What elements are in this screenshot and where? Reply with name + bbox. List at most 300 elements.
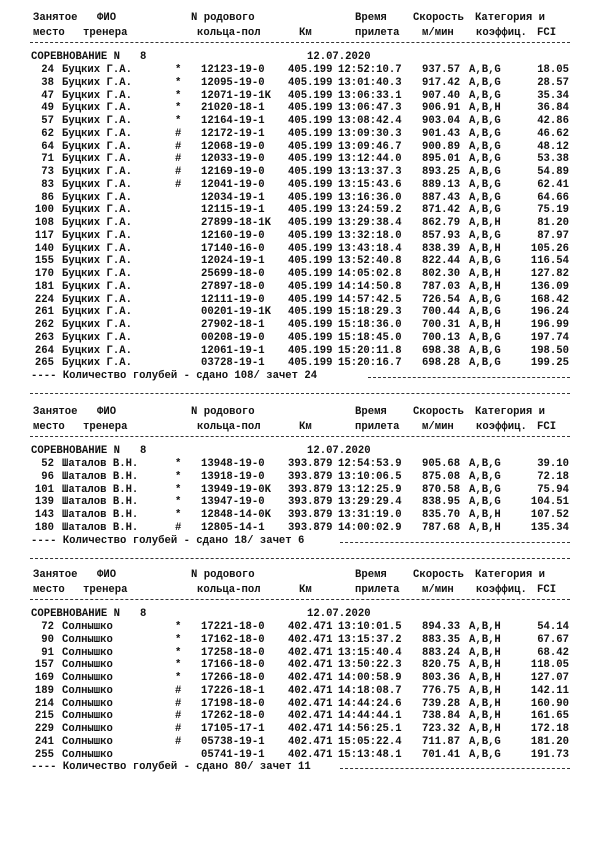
block-separator [30, 558, 570, 559]
trainer-name: Солнышко [62, 621, 113, 633]
arrival-time: 13:10:01.5 [338, 621, 402, 633]
speed-value: 901.43 [422, 127, 461, 140]
speed-value: 787.03 [422, 280, 461, 293]
place-number: 214 [34, 697, 54, 710]
speed-value: 698.28 [422, 357, 461, 370]
trainer-name: Солнышко [62, 633, 113, 646]
trainer-name: Шаталов В.Н. [62, 509, 139, 521]
place-number: 100 [34, 204, 54, 217]
trainer-name: Буцких Г.А. [62, 115, 132, 127]
place-number: 261 [34, 306, 54, 319]
place-number: 62 [41, 127, 54, 140]
category: A,B,H [469, 217, 501, 229]
ring-number: 17258-18-0 [201, 646, 265, 659]
column-header: FCI [537, 27, 557, 39]
trainer-name: Солнышко [62, 748, 113, 761]
distance-km: 405.199 [288, 280, 333, 293]
place-number: 265 [34, 357, 54, 370]
arrival-time: 13:08:42.4 [338, 115, 402, 127]
place-number: 139 [34, 496, 54, 509]
competition-number: 8 [140, 51, 147, 63]
category: A,B,H [469, 672, 501, 684]
distance-km: 405.199 [288, 115, 333, 127]
speed-value: 905.68 [422, 458, 461, 470]
category: A,B,G [469, 204, 501, 217]
speed-value: 894.33 [422, 621, 461, 633]
column-header: место [33, 27, 65, 39]
ring-number: 00201-19-1K [201, 306, 271, 319]
column-header: Время [355, 569, 387, 581]
ring-number: 17140-16-0 [201, 242, 265, 255]
arrival-time: 13:31:19.0 [338, 509, 402, 521]
speed-value: 887.43 [422, 191, 461, 204]
ring-number: 17166-18-0 [201, 659, 265, 672]
place-number: 101 [34, 483, 54, 496]
place-number: 143 [34, 509, 54, 521]
column-header: Км [299, 584, 312, 596]
ring-number: 12169-19-0 [201, 166, 265, 178]
mark-symbol: # [175, 127, 182, 140]
speed-value: 803.36 [422, 672, 461, 684]
mark-symbol: # [175, 178, 182, 191]
arrival-time: 13:01:40.3 [338, 76, 402, 89]
ring-number: 12164-19-1 [201, 115, 265, 127]
trainer-name: Буцких Г.А. [62, 255, 132, 268]
trainer-name: Буцких Г.А. [62, 229, 132, 242]
distance-km: 402.471 [288, 723, 333, 735]
column-header: Скорость [413, 12, 464, 24]
distance-km: 405.199 [288, 127, 333, 140]
category: A,B,G [469, 76, 501, 89]
trainer-name: Буцких Г.А. [62, 153, 132, 166]
distance-km: 393.879 [288, 470, 333, 483]
arrival-time: 13:29:29.4 [338, 496, 402, 509]
distance-km: 405.199 [288, 242, 333, 255]
arrival-time: 13:43:18.4 [338, 242, 402, 255]
place-number: 83 [41, 178, 54, 191]
column-header: FCI [537, 584, 557, 596]
fci-coefficient: 62.41 [537, 178, 569, 191]
mark-symbol: * [175, 633, 182, 646]
place-number: 96 [41, 470, 54, 483]
fci-coefficient: 196.24 [530, 306, 569, 319]
column-header: м/мин [422, 584, 454, 596]
fci-coefficient: 53.38 [537, 153, 569, 166]
column-header: N родового [191, 569, 255, 581]
column-header: Скорость [413, 569, 464, 581]
fci-coefficient: 168.42 [530, 293, 569, 306]
column-header: тренера [83, 584, 128, 596]
place-number: 224 [34, 293, 54, 306]
arrival-time: 13:29:38.4 [338, 217, 402, 229]
category: A,B,H [469, 509, 501, 521]
distance-km: 405.199 [288, 191, 333, 204]
speed-value: 738.84 [422, 710, 461, 723]
race-date: 12.07.2020 [307, 51, 371, 63]
ring-number: 12061-19-1 [201, 344, 265, 357]
arrival-time: 14:05:02.8 [338, 268, 402, 280]
arrival-time: 15:05:22.4 [338, 735, 402, 748]
category: A,B,G [469, 64, 501, 76]
column-header: Время [355, 12, 387, 24]
mark-symbol: * [175, 102, 182, 115]
place-number: 241 [34, 735, 54, 748]
ring-number: 12172-19-1 [201, 127, 265, 140]
category: A,B,G [469, 191, 501, 204]
distance-km: 393.879 [288, 509, 333, 521]
speed-value: 862.79 [422, 217, 461, 229]
fci-coefficient: 181.20 [530, 735, 569, 748]
column-header: кольца-пол [197, 27, 261, 39]
fci-coefficient: 142.11 [530, 684, 569, 697]
arrival-time: 13:50:22.3 [338, 659, 402, 672]
mark-symbol: # [175, 710, 182, 723]
trainer-name: Шаталов В.Н. [62, 483, 139, 496]
ring-number: 17262-18-0 [201, 710, 265, 723]
ring-number: 27897-18-0 [201, 280, 265, 293]
competition-label: СОРЕВНОВАНИЕ N [31, 51, 121, 63]
place-number: 64 [41, 140, 54, 153]
fci-coefficient: 48.12 [537, 140, 569, 153]
mark-symbol: # [175, 684, 182, 697]
arrival-time: 13:13:37.3 [338, 166, 402, 178]
column-header: Км [299, 27, 312, 39]
mark-symbol: * [175, 76, 182, 89]
trainer-name: Солнышко [62, 684, 113, 697]
trainer-name: Солнышко [62, 735, 113, 748]
fci-coefficient: 54.14 [537, 621, 569, 633]
category: A,B,G [469, 229, 501, 242]
ring-number: 17226-18-1 [201, 684, 265, 697]
fci-coefficient: 39.10 [537, 458, 569, 470]
mark-symbol: # [175, 140, 182, 153]
arrival-time: 14:14:50.8 [338, 280, 402, 293]
place-number: 117 [34, 229, 54, 242]
column-header: Занятое [33, 406, 78, 418]
trainer-name: Буцких Г.А. [62, 357, 132, 370]
competition-label: СОРЕВНОВАНИЕ N [31, 445, 121, 457]
distance-km: 405.199 [288, 344, 333, 357]
trainer-name: Буцких Г.А. [62, 306, 132, 319]
arrival-time: 13:12:25.9 [338, 483, 402, 496]
distance-km: 393.879 [288, 483, 333, 496]
arrival-time: 13:12:44.0 [338, 153, 402, 166]
distance-km: 393.879 [288, 458, 333, 470]
mark-symbol: # [175, 166, 182, 178]
trainer-name: Буцких Г.А. [62, 140, 132, 153]
trainer-name: Буцких Г.А. [62, 204, 132, 217]
speed-value: 726.54 [422, 293, 461, 306]
speed-value: 937.57 [422, 64, 461, 76]
distance-km: 393.879 [288, 521, 333, 534]
distance-km: 405.199 [288, 204, 333, 217]
category: A,B,G [469, 748, 501, 761]
fci-coefficient: 172.18 [530, 723, 569, 735]
distance-km: 405.199 [288, 306, 333, 319]
summary-dash-fill [340, 542, 570, 543]
competition-label: СОРЕВНОВАНИЕ N [31, 608, 121, 620]
fci-coefficient: 46.62 [537, 127, 569, 140]
ring-number: 12848-14-0K [201, 509, 271, 521]
column-header: FCI [537, 421, 557, 433]
column-header: Время [355, 406, 387, 418]
column-header: ФИО [97, 569, 117, 581]
category: A,B,G [469, 483, 501, 496]
category: A,B,G [469, 458, 501, 470]
speed-value: 739.28 [422, 697, 461, 710]
summary-line: ---- Количество голубей - сдано 18/ зачет 6 [31, 534, 305, 547]
place-number: 180 [34, 521, 54, 534]
distance-km: 402.471 [288, 697, 333, 710]
fci-coefficient: 135.34 [530, 521, 569, 534]
distance-km: 402.471 [288, 684, 333, 697]
ring-number: 00208-19-0 [201, 331, 265, 344]
fci-coefficient: 197.74 [530, 331, 569, 344]
place-number: 108 [34, 217, 54, 229]
column-header: прилета [355, 584, 400, 596]
place-number: 169 [34, 672, 54, 684]
column-header: место [33, 584, 65, 596]
category: A,B,H [469, 697, 501, 710]
ring-number: 12123-19-0 [201, 64, 265, 76]
ring-number: 13949-19-0K [201, 483, 271, 496]
speed-value: 838.39 [422, 242, 461, 255]
trainer-name: Шаталов В.Н. [62, 458, 139, 470]
ring-number: 05738-19-1 [201, 735, 265, 748]
arrival-time: 13:32:18.0 [338, 229, 402, 242]
speed-value: 820.75 [422, 659, 461, 672]
mark-symbol: * [175, 646, 182, 659]
column-header: ФИО [97, 12, 117, 24]
distance-km: 402.471 [288, 735, 333, 748]
speed-value: 701.41 [422, 748, 461, 761]
mark-symbol: # [175, 697, 182, 710]
place-number: 49 [41, 102, 54, 115]
column-header: Категория и [475, 406, 545, 418]
speed-value: 875.08 [422, 470, 461, 483]
fci-coefficient: 127.82 [530, 268, 569, 280]
distance-km: 393.879 [288, 496, 333, 509]
column-header: место [33, 421, 65, 433]
trainer-name: Буцких Г.А. [62, 268, 132, 280]
ring-number: 27902-18-1 [201, 319, 265, 331]
trainer-name: Солнышко [62, 710, 113, 723]
ring-number: 21020-18-1 [201, 102, 265, 115]
arrival-time: 13:10:06.5 [338, 470, 402, 483]
column-header: тренера [83, 421, 128, 433]
place-number: 57 [41, 115, 54, 127]
ring-number: 12095-19-0 [201, 76, 265, 89]
distance-km: 405.199 [288, 229, 333, 242]
ring-number: 12111-19-0 [201, 293, 265, 306]
arrival-time: 14:56:25.1 [338, 723, 402, 735]
category: A,B,H [469, 684, 501, 697]
distance-km: 402.471 [288, 748, 333, 761]
place-number: 140 [34, 242, 54, 255]
ring-number: 12033-19-0 [201, 153, 265, 166]
speed-value: 723.32 [422, 723, 461, 735]
mark-symbol: # [175, 735, 182, 748]
column-header: коэффиц. [476, 421, 527, 433]
category: A,B,H [469, 102, 501, 115]
arrival-time: 15:18:36.0 [338, 319, 402, 331]
ring-number: 27899-18-1K [201, 217, 271, 229]
fci-coefficient: 36.84 [537, 102, 569, 115]
column-header: ФИО [97, 406, 117, 418]
trainer-name: Буцких Г.А. [62, 178, 132, 191]
summary-dash-fill [368, 377, 570, 378]
mark-symbol: # [175, 723, 182, 735]
race-date: 12.07.2020 [307, 608, 371, 620]
fci-coefficient: 28.57 [537, 76, 569, 89]
trainer-name: Буцких Г.А. [62, 242, 132, 255]
category: A,B,G [469, 89, 501, 102]
distance-km: 405.199 [288, 153, 333, 166]
place-number: 72 [41, 621, 54, 633]
arrival-time: 15:13:48.1 [338, 748, 402, 761]
ring-number: 03728-19-1 [201, 357, 265, 370]
distance-km: 405.199 [288, 178, 333, 191]
arrival-time: 13:15:37.2 [338, 633, 402, 646]
trainer-name: Буцких Г.А. [62, 166, 132, 178]
category: A,B,H [469, 521, 501, 534]
place-number: 170 [34, 268, 54, 280]
trainer-name: Шаталов В.Н. [62, 496, 139, 509]
speed-value: 917.42 [422, 76, 461, 89]
arrival-time: 13:16:36.0 [338, 191, 402, 204]
fci-coefficient: 68.42 [537, 646, 569, 659]
ring-number: 12034-19-1 [201, 191, 265, 204]
category: A,B,H [469, 319, 501, 331]
arrival-time: 14:18:08.7 [338, 684, 402, 697]
fci-coefficient: 64.66 [537, 191, 569, 204]
trainer-name: Буцких Г.А. [62, 76, 132, 89]
place-number: 181 [34, 280, 54, 293]
place-number: 73 [41, 166, 54, 178]
arrival-time: 12:52:10.7 [338, 64, 402, 76]
trainer-name: Буцких Г.А. [62, 191, 132, 204]
distance-km: 405.199 [288, 319, 333, 331]
arrival-time: 15:18:29.3 [338, 306, 402, 319]
column-header: прилета [355, 421, 400, 433]
mark-symbol: * [175, 115, 182, 127]
arrival-time: 13:09:46.7 [338, 140, 402, 153]
fci-coefficient: 196.99 [530, 319, 569, 331]
trainer-name: Буцких Г.А. [62, 127, 132, 140]
fci-coefficient: 72.18 [537, 470, 569, 483]
place-number: 255 [34, 748, 54, 761]
speed-value: 787.68 [422, 521, 461, 534]
distance-km: 405.199 [288, 357, 333, 370]
speed-value: 903.04 [422, 115, 461, 127]
summary-dash-fill [340, 768, 570, 769]
speed-value: 822.44 [422, 255, 461, 268]
arrival-time: 15:20:11.8 [338, 344, 402, 357]
column-header: Категория и [475, 569, 545, 581]
distance-km: 405.199 [288, 293, 333, 306]
category: A,B,H [469, 268, 501, 280]
category: A,B,G [469, 127, 501, 140]
category: A,B,G [469, 166, 501, 178]
column-header: прилета [355, 27, 400, 39]
column-header: коэффиц. [476, 27, 527, 39]
speed-value: 871.42 [422, 204, 461, 217]
distance-km: 405.199 [288, 166, 333, 178]
category: A,B,G [469, 496, 501, 509]
category: A,B,G [469, 306, 501, 319]
distance-km: 402.471 [288, 710, 333, 723]
fci-coefficient: 118.05 [530, 659, 569, 672]
category: A,B,H [469, 710, 501, 723]
category: A,B,G [469, 293, 501, 306]
mark-symbol: * [175, 659, 182, 672]
fci-coefficient: 75.19 [537, 204, 569, 217]
column-header: Км [299, 421, 312, 433]
place-number: 90 [41, 633, 54, 646]
fci-coefficient: 160.90 [530, 697, 569, 710]
header-divider [30, 436, 570, 437]
ring-number: 12071-19-1K [201, 89, 271, 102]
ring-number: 13918-19-0 [201, 470, 265, 483]
place-number: 262 [34, 319, 54, 331]
arrival-time: 14:44:44.1 [338, 710, 402, 723]
ring-number: 17221-18-0 [201, 621, 265, 633]
mark-symbol: * [175, 89, 182, 102]
place-number: 189 [34, 684, 54, 697]
distance-km: 402.471 [288, 646, 333, 659]
fci-coefficient: 191.73 [530, 748, 569, 761]
place-number: 47 [41, 89, 54, 102]
mark-symbol: * [175, 621, 182, 633]
mark-symbol: # [175, 153, 182, 166]
category: A,B,G [469, 153, 501, 166]
category: A,B,G [469, 255, 501, 268]
speed-value: 802.30 [422, 268, 461, 280]
column-header: Категория и [475, 12, 545, 24]
distance-km: 405.199 [288, 76, 333, 89]
trainer-name: Буцких Г.А. [62, 344, 132, 357]
fci-coefficient: 87.97 [537, 229, 569, 242]
place-number: 24 [41, 64, 54, 76]
place-number: 86 [41, 191, 54, 204]
arrival-time: 13:15:40.4 [338, 646, 402, 659]
category: A,B,H [469, 646, 501, 659]
ring-number: 17162-18-0 [201, 633, 265, 646]
category: A,B,H [469, 280, 501, 293]
mark-symbol: * [175, 470, 182, 483]
ring-number: 25699-18-0 [201, 268, 265, 280]
column-header: N родового [191, 406, 255, 418]
arrival-time: 12:54:53.9 [338, 458, 402, 470]
ring-number: 12805-14-1 [201, 521, 265, 534]
column-header: N родового [191, 12, 255, 24]
ring-number: 12160-19-0 [201, 229, 265, 242]
category: A,B,G [469, 140, 501, 153]
trainer-name: Буцких Г.А. [62, 293, 132, 306]
ring-number: 12024-19-1 [201, 255, 265, 268]
fci-coefficient: 105.26 [530, 242, 569, 255]
category: A,B,G [469, 470, 501, 483]
header-divider [30, 42, 570, 43]
fci-coefficient: 107.52 [530, 509, 569, 521]
trainer-name: Буцких Г.А. [62, 331, 132, 344]
fci-coefficient: 18.05 [537, 64, 569, 76]
arrival-time: 14:44:24.6 [338, 697, 402, 710]
category: A,B,H [469, 621, 501, 633]
category: A,B,H [469, 242, 501, 255]
trainer-name: Солнышко [62, 672, 113, 684]
category: A,B,H [469, 723, 501, 735]
